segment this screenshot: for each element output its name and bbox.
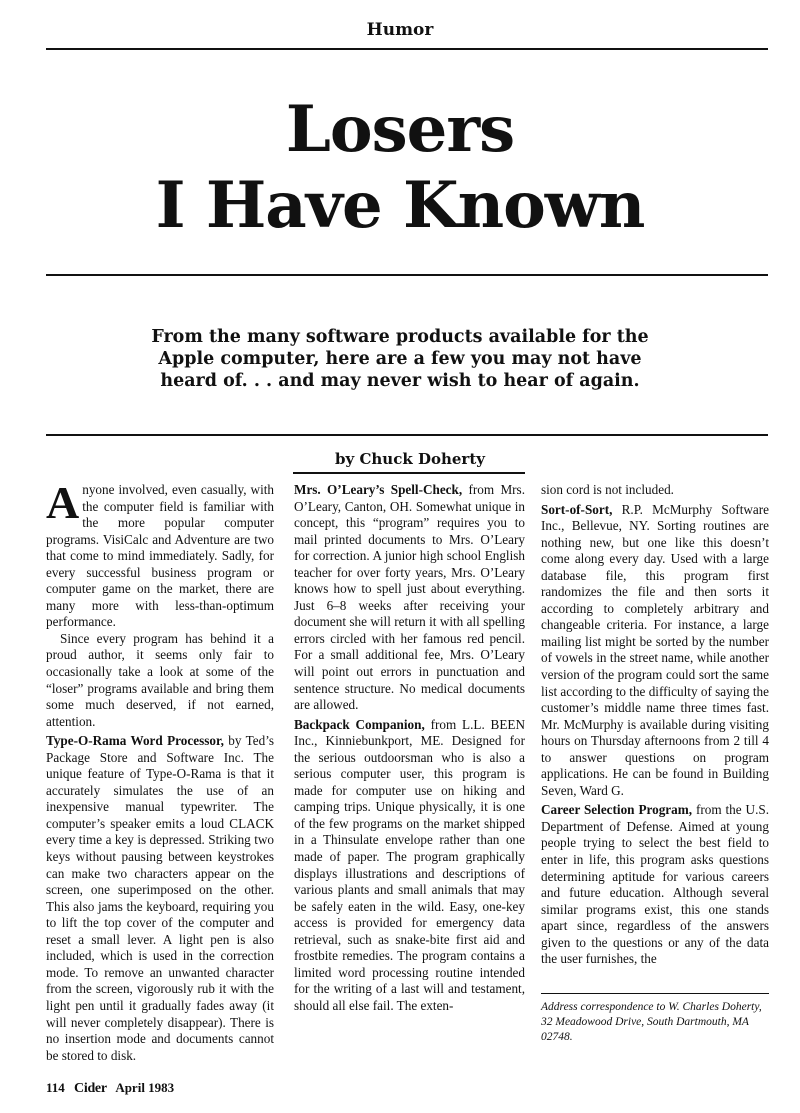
entry-text: from Mrs. O’Leary, Canton, OH. Somewhat unique in concept, this “program” requires you to mail printed documents to Mrs. O’Leary for correction. A junior high school English teacher for over forty years, Mrs. O’Leary knows how to spell just about everything. Just 6–8 weeks after receiving your document she will return it with all spelling errors circled with her famous red pencil. For a small additional fee, Mrs. O’Leary will point out errors in punctuation and sentence structure. No medical documents are allowed. (294, 482, 525, 713)
top-rule (46, 48, 768, 50)
entry-title: Career Selection Program, (541, 802, 693, 818)
byline-rule (293, 472, 525, 474)
entry-backpack-companion (294, 717, 525, 1015)
entry-title: Mrs. O’Leary’s Spell-Check, (294, 482, 463, 497)
deck (0, 326, 800, 392)
magazine-logo: Cider (74, 1081, 107, 1096)
column-1 (46, 477, 274, 1064)
deck-line-1: From the many software products available for the (151, 327, 649, 347)
section-label: Humor (366, 20, 434, 40)
entry-sort-of-sort (541, 502, 769, 800)
address-line-3: 02748. (541, 1031, 573, 1043)
entry-career-selection (541, 802, 769, 967)
drop-cap: A (46, 477, 80, 528)
deck-line-3: heard of. . . and may never wish to hear of again. (160, 371, 640, 391)
address-line-2: 32 Meadowood Drive, South Dartmouth, MA (541, 1016, 749, 1028)
entry-type-o-rama (46, 733, 274, 1064)
issue-date: April 1983 (115, 1080, 175, 1095)
headline-line-2: I Have Known (155, 168, 645, 243)
entry-text: R.P. McMurphy Software Inc., Bellevue, NY. Sorting routines are nothing new, but one like this doesn’t come along every day. Used with a large database file, this program first randomizes the file and then sorts it according to completely arbitrary and changeable criteria. For instance, a large mailing list might be sorted by the number of vowels in the street name, while another version of the program could sort the same list according to the difficulty of saying the customer’s middle name three times fast. Mr. McMurphy is available during visiting hours on Thursday afternoons from 2 till 4 to answer questions on program applications. He can be found in Building Seven, Ward G. (541, 501, 769, 798)
entry-spell-check (294, 482, 525, 714)
headline-line-1: Losers (285, 92, 515, 167)
byline: by Chuck Doherty (335, 450, 485, 468)
entry-title: Backpack Companion, (294, 716, 425, 732)
page-footer (46, 1080, 180, 1097)
address-rule (541, 993, 769, 994)
entry-text: from L.L. BEEN Inc., Kinniebunkport, ME. Designed for the serious outdoorsman who is also a serious computer user, this program is made for computer use on hiking and camping trips. Unique physically, it is one of the few programs on the market shipped in a Thinsulate envelope rather than one made of paper. The program graphically displays illustrations and descriptions of various plants and small animals that may be safely eaten in the wild. Easy, one-key access is provided for emergency data retrieval, such as snake-bite first aid and frostbite remedies. The program contains a limited word processing routine intended for the writing of a last will and testament, should all else fail. The exten- (294, 716, 525, 1013)
column-2 (294, 482, 525, 1015)
deck-rule (46, 434, 768, 436)
headline (0, 92, 800, 244)
entry-title: Type-O-Rama Word Processor, (46, 733, 224, 749)
entry-text: from the U.S. Department of Defense. Aimed at young people trying to select the best field to enter in life, this program asks questions determining aptitude for various careers and future education. Although several similar programs exist, this one stands apart since, regardless of the answers given to the questions or any of the data the user furnishes, the (541, 802, 769, 967)
deck-line-2: Apple computer, here are a few you may not have (158, 349, 642, 369)
headline-rule (46, 274, 768, 276)
paragraph-2: Since every program has behind it a proud author, it seems only fair to occasionally take a look at some of the “loser” programs available and bring them some much deserved, if not earned, attention. (46, 630, 274, 729)
entry-text: by Ted’s Package Store and Software Inc. The unique feature of Type-O-Rama is that it accurately simulates the use of an inexpensive manual typewriter. The computer’s speaker emits a loud CLACK every time a key is depressed. Striking two keys without pausing between keystrokes can make two characters appear on the screen, one superimposed on the other. This also jams the keyboard, requiring you to lift the top cover of the computer and reset a small lever. A light pen is also included, which is used in the correction mode. To remove an unwanted character from the screen, vigorously rub it with the light pen until it gradually fades away (it will never completely disappear). There is no insertion mode and documents cannot be stored to disk. (46, 733, 274, 1063)
column-3 (541, 482, 769, 968)
entry-title: Sort-of-Sort, (541, 501, 613, 517)
author-address (541, 1000, 769, 1045)
address-line-1: Address correspondence to W. Charles Doherty, (541, 1001, 762, 1013)
intro-paragraph (46, 477, 274, 631)
continued-text: sion cord is not included. (541, 482, 674, 497)
page-number: 114 (46, 1080, 65, 1095)
intro-text: nyone involved, even casually, with the computer field is familiar with the more popular computer programs. VisiCalc and Adventure are two that come to mind immediately. Sadly, for every successful business program or computer game on the market, there are many more with less-than-optimum performance. (46, 482, 274, 630)
